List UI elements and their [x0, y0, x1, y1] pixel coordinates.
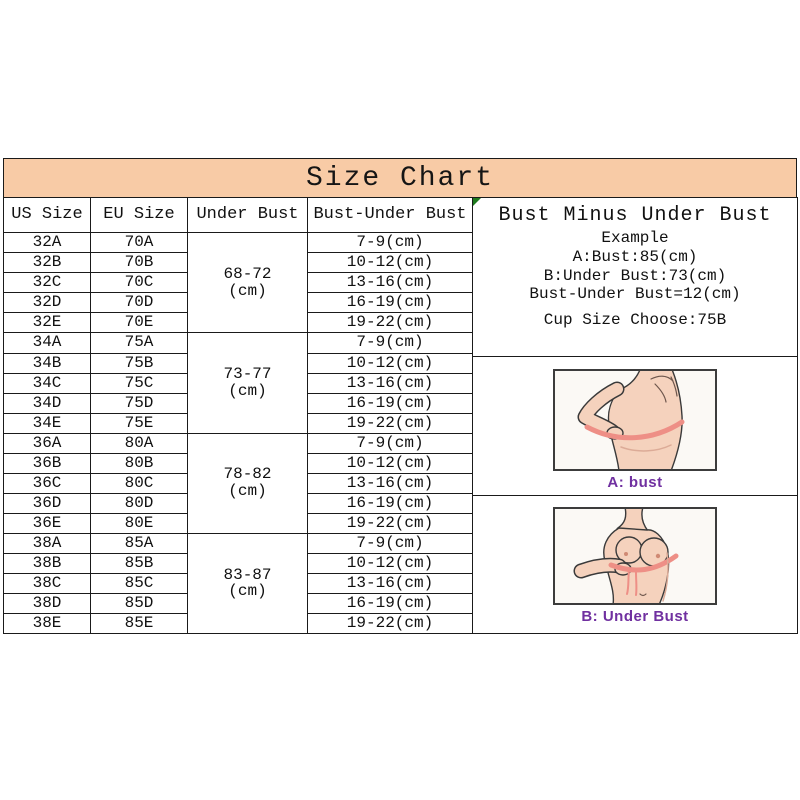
us-size-cell: 32A [4, 233, 91, 253]
table-header-row [4, 198, 798, 233]
bust-under-bust-cell: 7-9(cm) [308, 233, 473, 253]
figure-a-section [473, 356, 797, 495]
panel-example-label: Example [601, 229, 669, 247]
under-bust-range: 73-77 [223, 365, 272, 384]
bust-under-bust-cell: 19-22(cm) [308, 614, 473, 634]
eu-size-cell: 70D [91, 293, 188, 313]
panel-example-line: A:Bust:85(cm) [572, 247, 698, 266]
bust-under-bust-cell: 19-22(cm) [308, 313, 473, 333]
us-size-cell: 32C [4, 273, 91, 293]
under-bust-measure-drawing [555, 509, 715, 603]
size-chart-sheet [3, 158, 797, 634]
eu-size-cell: 85E [91, 614, 188, 634]
eu-size-cell: 75D [91, 393, 188, 413]
size-table [3, 197, 798, 634]
figure-a-label: A: bust [607, 474, 663, 491]
info-panel-cell [473, 198, 798, 634]
us-size-cell: 32D [4, 293, 91, 313]
us-size-cell: 34A [4, 333, 91, 353]
figure-b-section [473, 495, 797, 634]
bust-under-bust-cell: 16-19(cm) [308, 293, 473, 313]
us-size-cell: 36B [4, 453, 91, 473]
eu-size-cell: 75C [91, 373, 188, 393]
eu-size-cell: 80B [91, 453, 188, 473]
under-bust-unit: (cm) [228, 482, 267, 501]
header-under-bust: Under Bust [188, 198, 308, 233]
eu-size-cell: 85C [91, 574, 188, 594]
panel-example-line: B:Under Bust:73(cm) [543, 266, 727, 285]
under-bust-cell [188, 233, 308, 333]
eu-size-cell: 80D [91, 493, 188, 513]
header-bust-under-bust: Bust-Under Bust [308, 198, 473, 233]
under-bust-cell [188, 333, 308, 433]
bust-under-bust-cell: 7-9(cm) [308, 333, 473, 353]
bust-under-bust-cell: 13-16(cm) [308, 473, 473, 493]
page-title: Size Chart [305, 162, 495, 194]
eu-size-cell: 85D [91, 594, 188, 614]
us-size-cell: 38D [4, 594, 91, 614]
panel-heading: Bust Minus Under Bust [498, 204, 772, 227]
us-size-cell: 38A [4, 533, 91, 553]
under-bust-range: 83-87 [223, 565, 272, 584]
eu-size-cell: 75E [91, 413, 188, 433]
panel-example-section [473, 198, 797, 356]
us-size-cell: 34C [4, 373, 91, 393]
header-us-size: US Size [4, 198, 91, 233]
us-size-cell: 36D [4, 493, 91, 513]
us-size-cell: 34E [4, 413, 91, 433]
us-size-cell: 38E [4, 614, 91, 634]
bust-measure-drawing [555, 371, 715, 469]
cell-corner-marker [473, 198, 481, 206]
eu-size-cell: 70A [91, 233, 188, 253]
under-bust-range: 68-72 [223, 264, 272, 283]
bust-under-bust-cell: 7-9(cm) [308, 533, 473, 553]
eu-size-cell: 85A [91, 533, 188, 553]
figure-b-label: B: Under Bust [581, 607, 689, 625]
us-size-cell: 34D [4, 393, 91, 413]
under-bust-range: 78-82 [223, 465, 272, 484]
figure-b-illustration [553, 507, 717, 605]
bust-under-bust-cell: 7-9(cm) [308, 433, 473, 453]
bust-under-bust-cell: 10-12(cm) [308, 453, 473, 473]
bust-under-bust-cell: 16-19(cm) [308, 594, 473, 614]
bust-under-bust-cell: 10-12(cm) [308, 554, 473, 574]
under-bust-cell [188, 433, 308, 533]
us-size-cell: 32B [4, 253, 91, 273]
bust-under-bust-cell: 13-16(cm) [308, 273, 473, 293]
under-bust-unit: (cm) [228, 582, 267, 601]
bust-under-bust-cell: 16-19(cm) [308, 493, 473, 513]
bust-under-bust-cell: 16-19(cm) [308, 393, 473, 413]
figure-a-illustration [553, 369, 717, 471]
eu-size-cell: 80A [91, 433, 188, 453]
bust-under-bust-cell: 19-22(cm) [308, 513, 473, 533]
bust-under-bust-cell: 13-16(cm) [308, 373, 473, 393]
bust-under-bust-cell: 10-12(cm) [308, 353, 473, 373]
eu-size-cell: 70C [91, 273, 188, 293]
panel-cup-line: Cup Size Choose:75B [543, 311, 727, 330]
title-bar [3, 158, 797, 198]
under-bust-cell [188, 533, 308, 633]
eu-size-cell: 85B [91, 554, 188, 574]
bust-under-bust-cell: 13-16(cm) [308, 574, 473, 594]
eu-size-cell: 70E [91, 313, 188, 333]
size-table-body [4, 198, 798, 634]
eu-size-cell: 70B [91, 253, 188, 273]
bust-under-bust-cell: 10-12(cm) [308, 253, 473, 273]
us-size-cell: 38B [4, 554, 91, 574]
under-bust-unit: (cm) [228, 281, 267, 300]
us-size-cell: 36C [4, 473, 91, 493]
us-size-cell: 34B [4, 353, 91, 373]
us-size-cell: 36A [4, 433, 91, 453]
bust-under-bust-cell: 19-22(cm) [308, 413, 473, 433]
panel-example-line: Bust-Under Bust=12(cm) [529, 285, 741, 304]
eu-size-cell: 80E [91, 513, 188, 533]
info-panel [473, 198, 797, 633]
eu-size-cell: 75B [91, 353, 188, 373]
us-size-cell: 38C [4, 574, 91, 594]
us-size-cell: 32E [4, 313, 91, 333]
under-bust-unit: (cm) [228, 381, 267, 400]
eu-size-cell: 80C [91, 473, 188, 493]
eu-size-cell: 75A [91, 333, 188, 353]
header-eu-size: EU Size [91, 198, 188, 233]
us-size-cell: 36E [4, 513, 91, 533]
